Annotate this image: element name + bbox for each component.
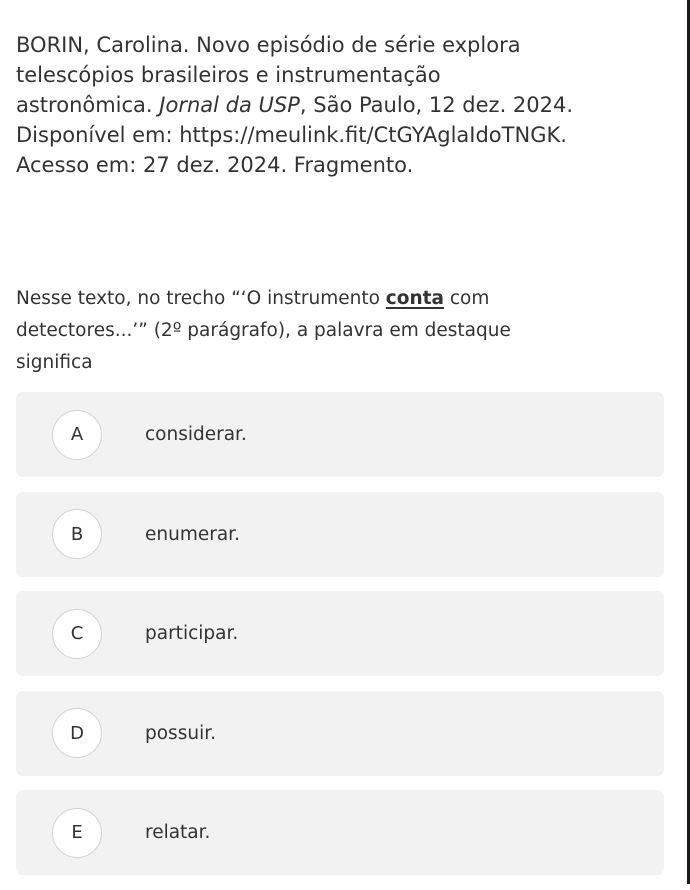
option-label: possuir.: [145, 722, 216, 744]
citation-line: Disponível em: https://meulink.fit/CtGYAglaIdoTNGK.: [16, 123, 567, 147]
option-label: considerar.: [145, 424, 247, 445]
question-text: com: [443, 288, 490, 309]
question-line: detectores...’” (2º parágrafo), a palavra em destaque: [16, 320, 511, 341]
citation-text: astronômica.: [16, 93, 160, 117]
citation-line: telescópios brasileiros e instrumentação: [16, 63, 441, 87]
citation-source-title: Jornal da USP: [159, 93, 300, 117]
citation-reference: [16, 30, 666, 180]
question-line: significa: [16, 352, 93, 373]
question-line: [16, 283, 666, 315]
option-c[interactable]: [16, 591, 664, 676]
option-b[interactable]: [16, 492, 664, 577]
citation-line: BORIN, Carolina. Novo episódio de série explora: [16, 33, 521, 57]
option-letter-badge: A: [52, 410, 102, 460]
option-letter-badge: C: [52, 609, 102, 659]
option-label: relatar.: [145, 822, 211, 843]
option-label: participar.: [145, 623, 239, 644]
question-text: Nesse texto, no trecho “‘O instrumento: [16, 288, 386, 309]
citation-text: , São Paulo, 12 dez. 2024.: [299, 93, 574, 117]
highlighted-word: conta: [385, 288, 444, 309]
question-stem: [16, 283, 666, 379]
citation-line: Acesso em: 27 dez. 2024. Fragmento.: [16, 153, 414, 177]
option-d[interactable]: [16, 691, 664, 776]
citation-line: [16, 90, 666, 120]
option-e[interactable]: [16, 790, 664, 875]
answer-options: [16, 392, 664, 890]
option-letter-badge: B: [52, 509, 102, 559]
option-label: enumerar.: [145, 523, 240, 545]
option-letter-badge: E: [52, 808, 102, 858]
option-letter-badge: D: [52, 708, 102, 758]
option-a[interactable]: [16, 392, 664, 477]
